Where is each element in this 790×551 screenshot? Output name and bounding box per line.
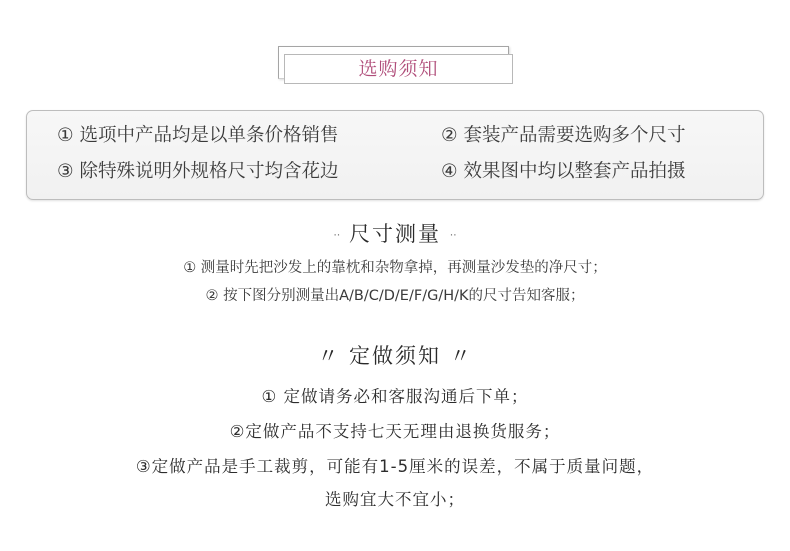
heading-right-mark: 〃: [449, 344, 473, 368]
note-item: ④ 效果图中均以整套产品拍摄: [441, 161, 686, 182]
custom-order-line: 选购宜大不宜小；: [325, 490, 465, 509]
notes-panel: [26, 110, 764, 200]
custom-order-heading: [0, 340, 790, 370]
purchase-notice-title-badge: [278, 46, 513, 86]
page-title: 选购须知: [284, 54, 513, 84]
measurement-line: ② 按下图分别测量出A/B/C/D/E/F/G/H/K的尺寸告知客服；: [205, 288, 585, 304]
measurement-heading: [0, 218, 790, 248]
note-item: ③ 除特殊说明外规格尺寸均含花边: [57, 161, 339, 182]
note-item: ① 选项中产品均是以单条价格销售: [57, 125, 339, 146]
measurement-heading-text: 尺寸测量: [349, 222, 441, 246]
heading-left-mark: 〃: [317, 344, 341, 368]
note-item: ② 套装产品需要选购多个尺寸: [441, 125, 686, 146]
custom-order-line: ②定做产品不支持七天无理由退换货服务；: [229, 422, 561, 441]
heading-right-mark: ··: [449, 228, 457, 242]
custom-order-heading-text: 定做须知: [349, 344, 441, 368]
custom-order-line: ① 定做请务必和客服沟通后下单；: [261, 387, 529, 406]
heading-left-mark: ··: [333, 228, 341, 242]
measurement-line: ① 测量时先把沙发上的靠枕和杂物拿掉，再测量沙发垫的净尺寸；: [183, 260, 607, 276]
custom-order-line: ③定做产品是手工裁剪，可能有1-5厘米的误差，不属于质量问题，: [135, 457, 655, 476]
